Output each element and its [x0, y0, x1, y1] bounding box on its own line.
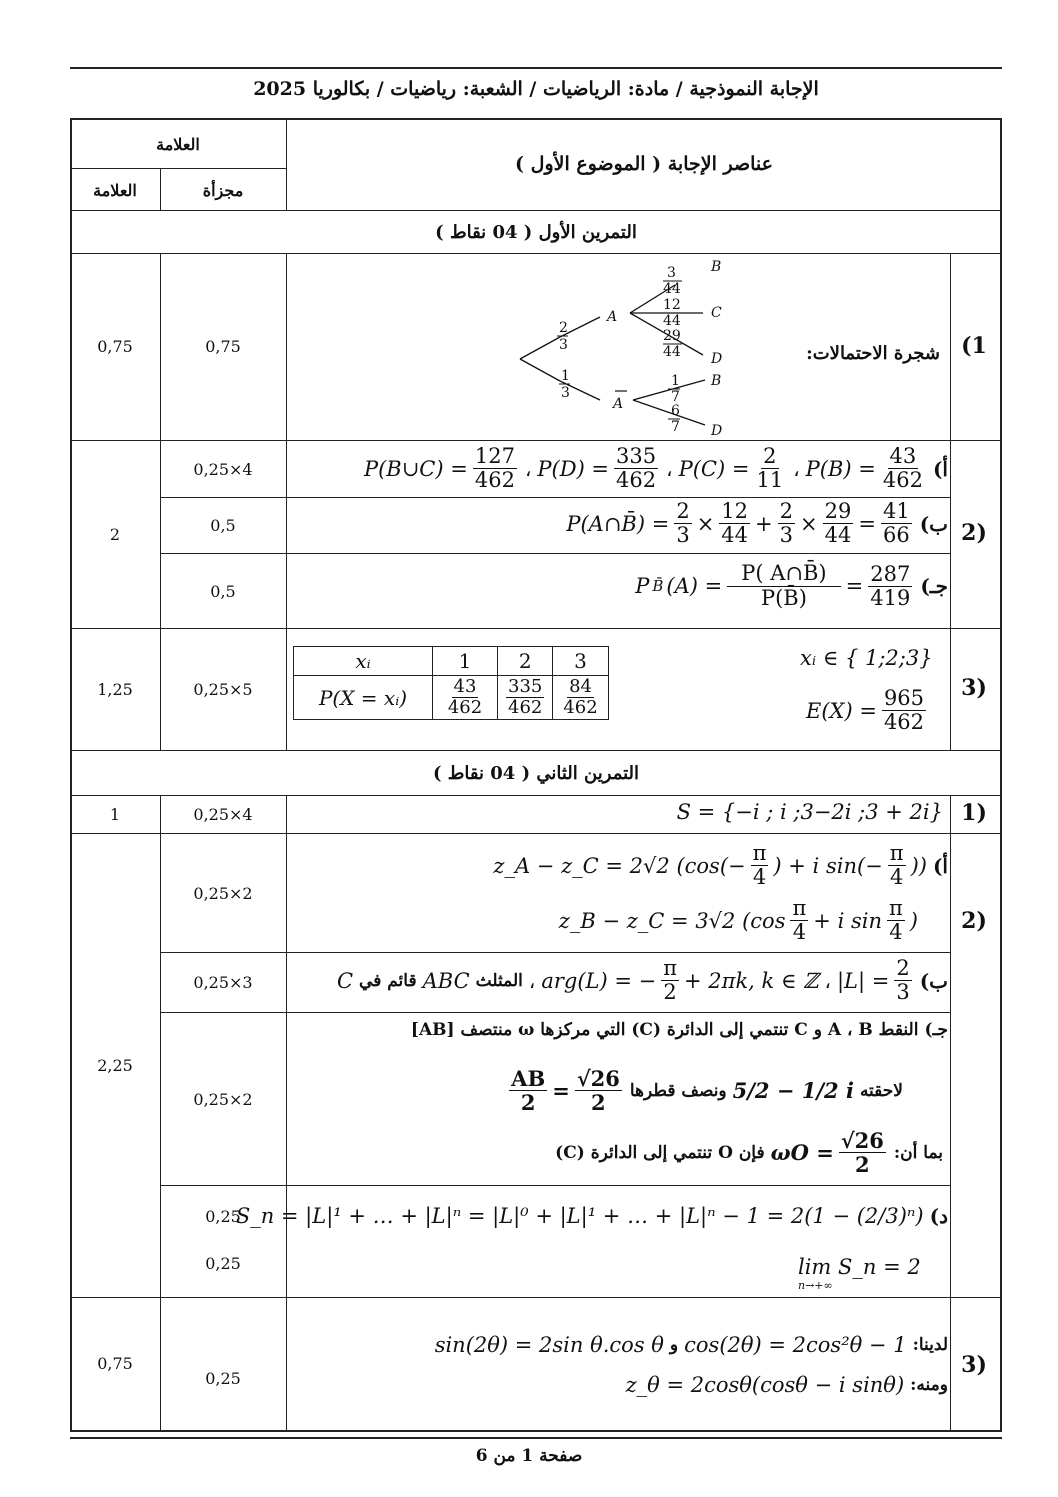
dist-p3: $\frac{84}{462}$: [553, 676, 608, 720]
ex2-q2d-line1: د) S_n = |L|¹ + … + |L|ⁿ = |L|⁰ + |L|¹ + … + |L|ⁿ − 1 = 2(1 − (2/3)ⁿ): [235, 1204, 948, 1228]
ex2-q3-partial: 0,25: [205, 1368, 241, 1388]
tree-node-Abar: A: [613, 396, 624, 412]
dist-header-1: 1: [433, 647, 498, 676]
tree-pAB-num: 3: [667, 265, 676, 281]
ex2-q2c-line1: جـ) النقط A ، B و C تنتمي إلى الدائرة (C) التي مركزها ω منتصف [AB]: [410, 1020, 948, 1040]
ex1-q2a-partial: 0,25×4: [193, 459, 253, 479]
ex1-q2-number: (2: [961, 520, 987, 546]
page-header: الإجابة النموذجية / مادة: الرياضيات / الشعبة: رياضيات / بكالوريا 2025: [253, 78, 819, 100]
probability-tree: [505, 255, 755, 440]
top-rule: [70, 67, 1002, 69]
exercise2-title: التمرين الثاني ( 04 نقاط ): [432, 762, 640, 784]
tree-pA-den: 3: [559, 337, 568, 353]
ex2-q2c-partial: 0,25×2: [193, 1089, 253, 1109]
ex1-q3-total: 1,25: [97, 679, 133, 699]
ex2-q2c-line3: بما أن: ωO = $\frac{√26}{2}$ فإن O تنتمي إلى الدائرة (C): [555, 1128, 943, 1177]
total-header: العلامة: [93, 180, 137, 200]
dist-p1: $\frac{43}{462}$: [433, 676, 498, 720]
ex1-q1-label: شجرة الاحتمالات:: [806, 343, 940, 364]
ex2-q3-line1: لدينا: cos(2θ) = 2cos²θ − 1 و sin(2θ) = 2sin θ.cos θ: [434, 1333, 948, 1357]
tree-pAC-num: 12: [663, 297, 681, 313]
ex2-q1-total: 1: [109, 804, 121, 824]
ex1-q1-partial: 0,75: [205, 337, 241, 356]
ex2-q2d-partial-2: 0,25: [205, 1253, 241, 1273]
page-footer: صفحة 1 من 6: [475, 1446, 583, 1466]
answer-elements-header: عناصر الإجابة ( الموضوع الأول ): [515, 153, 773, 175]
tree-leaf-B1: B: [711, 259, 722, 275]
ex2-q2b-partial: 0,25×3: [193, 973, 253, 992]
ex2-q2a-line1: أ) z_A − z_C = 2√2 (cos(− $\frac{\pi}{4}$ ) + i sin(− $\frac{\pi}{4}$ )): [493, 841, 948, 889]
tree-pAD-num: 29: [663, 328, 681, 344]
ex2-q1-solution-set: S = {−i ; i ;3−2i ;3 + 2i}: [676, 800, 943, 824]
tree-pA-num: 2: [559, 320, 568, 336]
ex2-q3-number: (3: [961, 1352, 987, 1378]
tree-pAbar-den: 3: [561, 385, 570, 401]
ex1-q3-partial: 0,25×5: [193, 679, 253, 699]
ex2-q3-line2: ومنه: z_θ = 2cosθ(cosθ − i sinθ): [625, 1373, 948, 1397]
tree-pAD-den: 44: [663, 344, 681, 360]
ex2-q2d-partial-1: 0,25: [205, 1206, 241, 1226]
dist-header-2: 2: [498, 647, 553, 676]
exercise1-title: التمرين الأول ( 04 نقاط ): [435, 221, 637, 243]
ex2-q2d-limit: lim S_n = 2 n→+∞: [798, 1255, 921, 1292]
ex1-q2a-line: أ) P(B) = $\frac{43}{462}$ ، P(C) = $\frac{2}{11}$ ، P(D) = $\frac{335}{462}$ ، P(B∪C) = $\frac{127}{462}$: [363, 444, 948, 492]
tree-pAC-den: 44: [663, 313, 681, 329]
ex2-q1-number: (1: [961, 800, 987, 826]
tree-leaf-B2: B: [711, 373, 722, 389]
ex1-q2-total: 2: [109, 524, 121, 544]
ex1-q2c-line: جـ) P B̄ (A) = $\frac{P( A\cap B̄)}{P(B̄)}$ = $\frac{287}{419}$: [635, 561, 948, 610]
tree-pAbB-den: 7: [671, 389, 680, 405]
ex1-q2b-partial: 0,5: [210, 516, 236, 535]
dist-header-x: xᵢ: [294, 647, 433, 676]
bottom-rule: [70, 1437, 1002, 1439]
tree-node-A: A: [607, 309, 618, 325]
ex2-q2-number: (2: [961, 908, 987, 934]
tree-leaf-D2: D: [711, 423, 723, 439]
partial-header: مجزأة: [202, 180, 244, 200]
ex1-q3-number: (3: [961, 675, 987, 701]
grade-group-header: العلامة: [156, 134, 200, 154]
dist-row-label: P(X = xᵢ): [294, 676, 433, 720]
ex2-q2-total: 2,25: [97, 1055, 133, 1075]
tree-leaf-D1: D: [711, 351, 723, 367]
ex1-q1-total: 0,75: [97, 337, 133, 356]
tree-pAbar-num: 1: [561, 368, 570, 384]
ex1-q3-expectation: E(X) = $\frac{965}{462}$: [806, 686, 925, 734]
ex2-q2a-partial: 0,25×2: [193, 883, 253, 903]
tree-pAB-den: 44: [663, 281, 681, 297]
tree-pAbD-den: 7: [671, 419, 680, 435]
ex1-q2b-line: ب) P(A∩B̄) = $\frac{2}{3}$ × $\frac{12}{44}$ + $\frac{2}{3}$ × $\frac{29}{44}$ = $\frac{41}{66}$: [566, 499, 948, 547]
ex1-q3-distribution-table: [293, 646, 609, 720]
dist-p2: $\frac{335}{462}$: [498, 676, 553, 720]
ex2-q2c-line2: لاحقته 5/2 − 1/2 i ونصف قطرها $\frac{AB}{2}$ = $\frac{√26}{2}$: [511, 1066, 903, 1115]
tree-pAbD-num: 6: [671, 403, 680, 419]
ex1-q2c-partial: 0,5: [210, 581, 236, 601]
ex2-q2b-line: ب) |L| = $\frac{2}{3}$ ، arg(L) = − $\frac{\pi}{2}$ + 2πk, k ∈ ℤ ، المثلث ABC قائم في C: [336, 956, 948, 1004]
ex2-q3-total: 0,75: [97, 1353, 133, 1373]
ex1-q1-number: 1): [961, 333, 987, 359]
dist-header-3: 3: [553, 647, 608, 676]
tree-leaf-C: C: [711, 305, 722, 321]
ex1-q3-set: xᵢ ∈ { 1;2;3}: [800, 646, 933, 670]
ex2-q2a-line2: z_B − z_C = 3√2 (cos $\frac{\pi}{4}$ + i sin $\frac{\pi}{4}$ ): [558, 896, 918, 944]
ex2-q1-partial: 0,25×4: [193, 804, 253, 824]
tree-pAbB-num: 1: [671, 373, 680, 389]
